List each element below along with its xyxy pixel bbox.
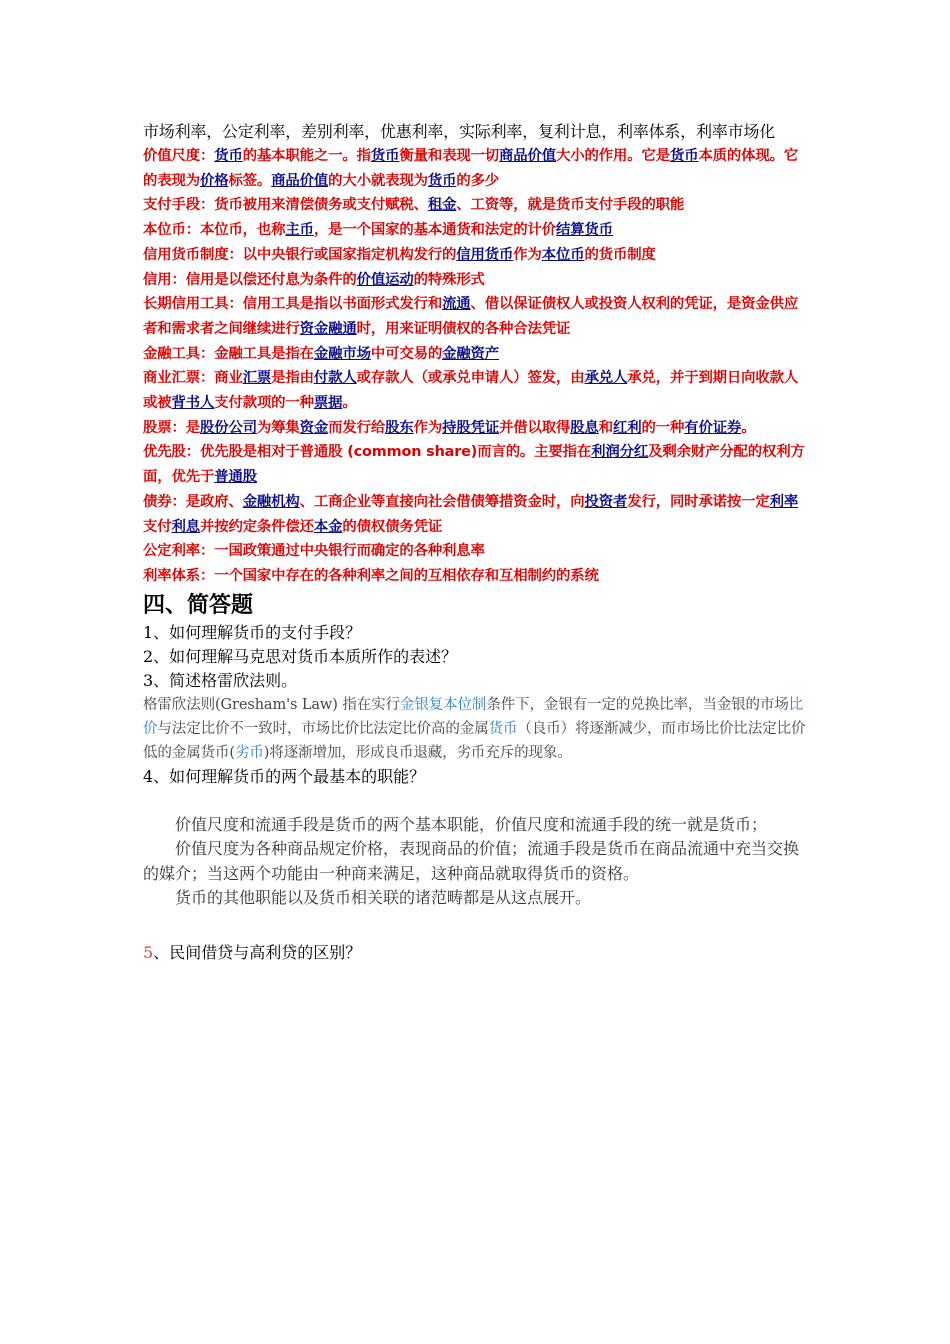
definition-text: 支付款项的一种 bbox=[214, 395, 314, 412]
gresham-text: )将逐渐增加，形成良币退藏，劣币充斥的现象。 bbox=[263, 744, 572, 761]
definition-text: 的货币制度 bbox=[584, 246, 656, 263]
definition-text: 价值尺度： bbox=[143, 148, 215, 164]
question-5-text: 、民间借贷与高利贷的区别？ bbox=[153, 942, 362, 962]
gresham-law-answer bbox=[143, 693, 811, 765]
definition-text: 公定利率：一国政策通过中央银行而确定的各种利息率 bbox=[143, 543, 485, 560]
term-link[interactable]: 股息 bbox=[570, 419, 599, 436]
term-link[interactable]: 资金 bbox=[299, 419, 329, 436]
definition-text: 而发行给 bbox=[328, 419, 386, 436]
definition-zhifu bbox=[143, 193, 811, 218]
definition-text: 商业汇票：商业 bbox=[143, 370, 243, 387]
term-link[interactable]: 利润分红 bbox=[591, 444, 649, 461]
definition-text: 、工资等，就是货币支付手段的职能 bbox=[456, 197, 685, 214]
term-link[interactable]: 信用货币 bbox=[456, 246, 514, 263]
definition-text: 的特殊形式 bbox=[413, 271, 485, 288]
definition-text: 是指由 bbox=[271, 370, 314, 387]
term-link[interactable]: 劣币 bbox=[234, 744, 264, 761]
term-link[interactable]: 普通股 bbox=[214, 469, 257, 486]
definition-text: 。 bbox=[741, 419, 756, 436]
term-link[interactable]: 投资者 bbox=[584, 493, 628, 510]
definition-text: 作为 bbox=[513, 246, 542, 263]
definition-text: 作为 bbox=[413, 419, 443, 436]
document-body bbox=[143, 120, 811, 965]
term-link[interactable]: 资金融通 bbox=[299, 320, 357, 337]
answer-4-paragraph-2: 价值尺度为各种商品规定价格，表现商品的价值；流通手段是货币在商品流通中充当交换的媒介；当这两个功能由一种商来满足，这种商品就取得货币的资格。 bbox=[143, 839, 800, 883]
definition-text: 本质的体现。它的表现为 bbox=[143, 148, 799, 189]
term-link[interactable]: 货币 bbox=[427, 172, 457, 189]
term-link[interactable]: 货币 bbox=[669, 148, 699, 164]
question-5-number: 5 bbox=[143, 942, 154, 962]
term-link[interactable]: 持股凭证 bbox=[442, 419, 500, 436]
term-link[interactable]: 股份公司 bbox=[199, 419, 257, 436]
definition-text: 中可交易的 bbox=[370, 345, 443, 362]
gresham-text: 格雷欣法则(Gresham's Law) 指在实行 bbox=[143, 696, 400, 713]
term-link[interactable]: 价值运动 bbox=[356, 271, 414, 288]
term-link[interactable]: 票据 bbox=[313, 395, 343, 412]
definition-text: 承兑，并于到期日向收款人或被 bbox=[143, 370, 799, 412]
answer-4-paragraph-3: 货币的其他职能以及货币相关联的诸范畴都是从这点展开。 bbox=[175, 888, 592, 908]
term-link[interactable]: 货币 bbox=[370, 148, 400, 164]
definition-text: 衡量和表现一切 bbox=[399, 148, 500, 164]
definition-text: 或存款人（或承兑申请人）签发，由 bbox=[356, 370, 585, 387]
term-link[interactable]: 金融市场 bbox=[313, 345, 371, 362]
definition-jiazhi bbox=[143, 144, 811, 193]
gresham-text: 条件下，金银有一定的兑换比率，当金银的市场 bbox=[486, 696, 789, 713]
definition-text: 和 bbox=[598, 419, 614, 436]
term-link[interactable]: 利息 bbox=[171, 518, 200, 535]
term-link[interactable]: 货币 bbox=[488, 720, 518, 737]
term-link[interactable]: 本金 bbox=[313, 518, 343, 535]
term-link[interactable]: 比价 bbox=[143, 696, 804, 737]
term-link[interactable]: 商品价值 bbox=[499, 148, 557, 164]
definition-text: 的多少 bbox=[456, 172, 500, 189]
definition-jinrong bbox=[143, 342, 811, 367]
question-3: 3、简述格雷欣法则。 bbox=[143, 670, 298, 690]
spacer bbox=[143, 911, 811, 941]
term-link[interactable]: 背书人 bbox=[171, 395, 215, 412]
question-5 bbox=[143, 941, 811, 965]
term-link[interactable]: 货币 bbox=[214, 148, 243, 164]
term-link[interactable]: 有价证券 bbox=[684, 419, 742, 436]
definition-text: 、借以保证债权人或投资人权利的凭证，是资金供应者和需求者之间继续进行 bbox=[143, 296, 799, 337]
term-link[interactable]: 租金 bbox=[427, 197, 457, 214]
definition-text: 债券：是政府、 bbox=[143, 493, 243, 510]
term-link[interactable]: 金融机构 bbox=[242, 493, 300, 510]
term-link[interactable]: 本位币 bbox=[541, 246, 585, 263]
gresham-text: 与法定比价不一致时，市场比价比法定比价高的金属 bbox=[157, 720, 489, 737]
term-link[interactable]: 金融资产 bbox=[442, 345, 500, 362]
definition-text: 的基本职能之一。指 bbox=[242, 148, 371, 164]
question-4: 4、如何理解货币的两个最基本的职能？ bbox=[143, 766, 426, 786]
definition-text: 的一种 bbox=[641, 419, 685, 436]
term-link[interactable]: 付款人 bbox=[313, 370, 357, 387]
term-link[interactable]: 股东 bbox=[385, 419, 414, 436]
definition-text: 信用货币制度：以中央银行或国家指定机构发行的 bbox=[143, 246, 457, 263]
definition-text: 金融工具：金融工具是指在 bbox=[143, 345, 314, 362]
definition-text: 长期信用工具：信用工具是指以书面形式发行和 bbox=[143, 296, 443, 313]
definition-text: 支付手段：货币被用来清偿债务或支付赋税、 bbox=[143, 197, 428, 214]
gresham-text: （良币）将逐渐减少，而市场比价比法定比价低的金属货币( bbox=[143, 720, 806, 761]
definition-text: 大小的作用。它是 bbox=[556, 148, 670, 164]
term-link[interactable]: 利率 bbox=[769, 493, 799, 510]
definition-text: ，是一个国家的基本通货和法定的计价 bbox=[313, 222, 556, 239]
definition-gupiao bbox=[143, 416, 811, 441]
term-link[interactable]: 红利 bbox=[613, 419, 642, 436]
definition-xinyonghuobi bbox=[143, 243, 811, 268]
answer-4-paragraph-1: 价值尺度和流通手段是货币的两个基本职能，价值尺度和流通手段的统一就是货币； bbox=[175, 814, 768, 834]
definition-text: 支付 bbox=[143, 518, 172, 535]
definition-xinyong bbox=[143, 268, 811, 293]
term-link[interactable]: 承兑人 bbox=[584, 370, 628, 387]
definition-text: 优先股：优先股是相对于普通股 (common share)而言的。主要指在 bbox=[143, 444, 592, 461]
question-2: 2、如何理解马克思对货币本质所作的表述？ bbox=[143, 646, 458, 666]
definition-benwei bbox=[143, 218, 811, 243]
definition-text: 。 bbox=[342, 395, 357, 412]
definition-text: 时，用来证明债权的各种合法凭证 bbox=[356, 320, 571, 337]
definition-text: 的大小就表现为 bbox=[328, 172, 428, 189]
definition-zhaiquan bbox=[143, 490, 811, 539]
term-link[interactable]: 结算货币 bbox=[556, 222, 613, 239]
definition-text: 本位币：本位币，也称 bbox=[143, 222, 286, 239]
definition-youxian bbox=[143, 440, 811, 489]
section-heading: 四、简答题 bbox=[143, 592, 254, 618]
definition-text: 利率体系：一个国家中存在的各种利率之间的互相依存和互相制约的系统 bbox=[143, 567, 599, 584]
term-link[interactable]: 流通 bbox=[442, 296, 471, 313]
question-1: 1、如何理解货币的支付手段？ bbox=[143, 622, 362, 642]
definitions-list bbox=[143, 144, 811, 589]
term-link[interactable]: 主币 bbox=[285, 222, 314, 239]
definition-tixi bbox=[143, 564, 811, 589]
definition-huipiao bbox=[143, 366, 811, 415]
definition-text: 发行，同时承诺按一定 bbox=[627, 493, 770, 510]
definition-text: 及剩余财产分配的权利方面，优先于 bbox=[143, 444, 805, 486]
definition-text: 的债权债务凭证 bbox=[342, 518, 443, 535]
term-link[interactable]: 价格 bbox=[199, 172, 229, 189]
definition-gongding bbox=[143, 539, 811, 564]
definition-changqi bbox=[143, 292, 811, 341]
definition-text: 并按约定条件偿还 bbox=[199, 518, 314, 535]
term-link[interactable]: 汇票 bbox=[242, 370, 272, 387]
term-link[interactable]: 金银复本位制 bbox=[399, 696, 487, 713]
term-list-line: 市场利率，公定利率，差别利率，优惠利率，实际利率，复利计息，利率体系，利率市场化 bbox=[143, 122, 776, 141]
definition-text: 标签。 bbox=[228, 172, 272, 189]
definition-text: 信用：信用是以偿还付息为条件的 bbox=[143, 271, 357, 288]
definition-text: 并借以取得 bbox=[499, 419, 571, 436]
definition-text: 、工商企业等直接向社会借债筹措资金时，向 bbox=[299, 493, 585, 510]
spacer bbox=[143, 789, 811, 813]
term-link[interactable]: 商品价值 bbox=[271, 172, 329, 189]
definition-text: 为筹集 bbox=[256, 419, 300, 436]
definition-text: 股票：是 bbox=[143, 419, 200, 436]
